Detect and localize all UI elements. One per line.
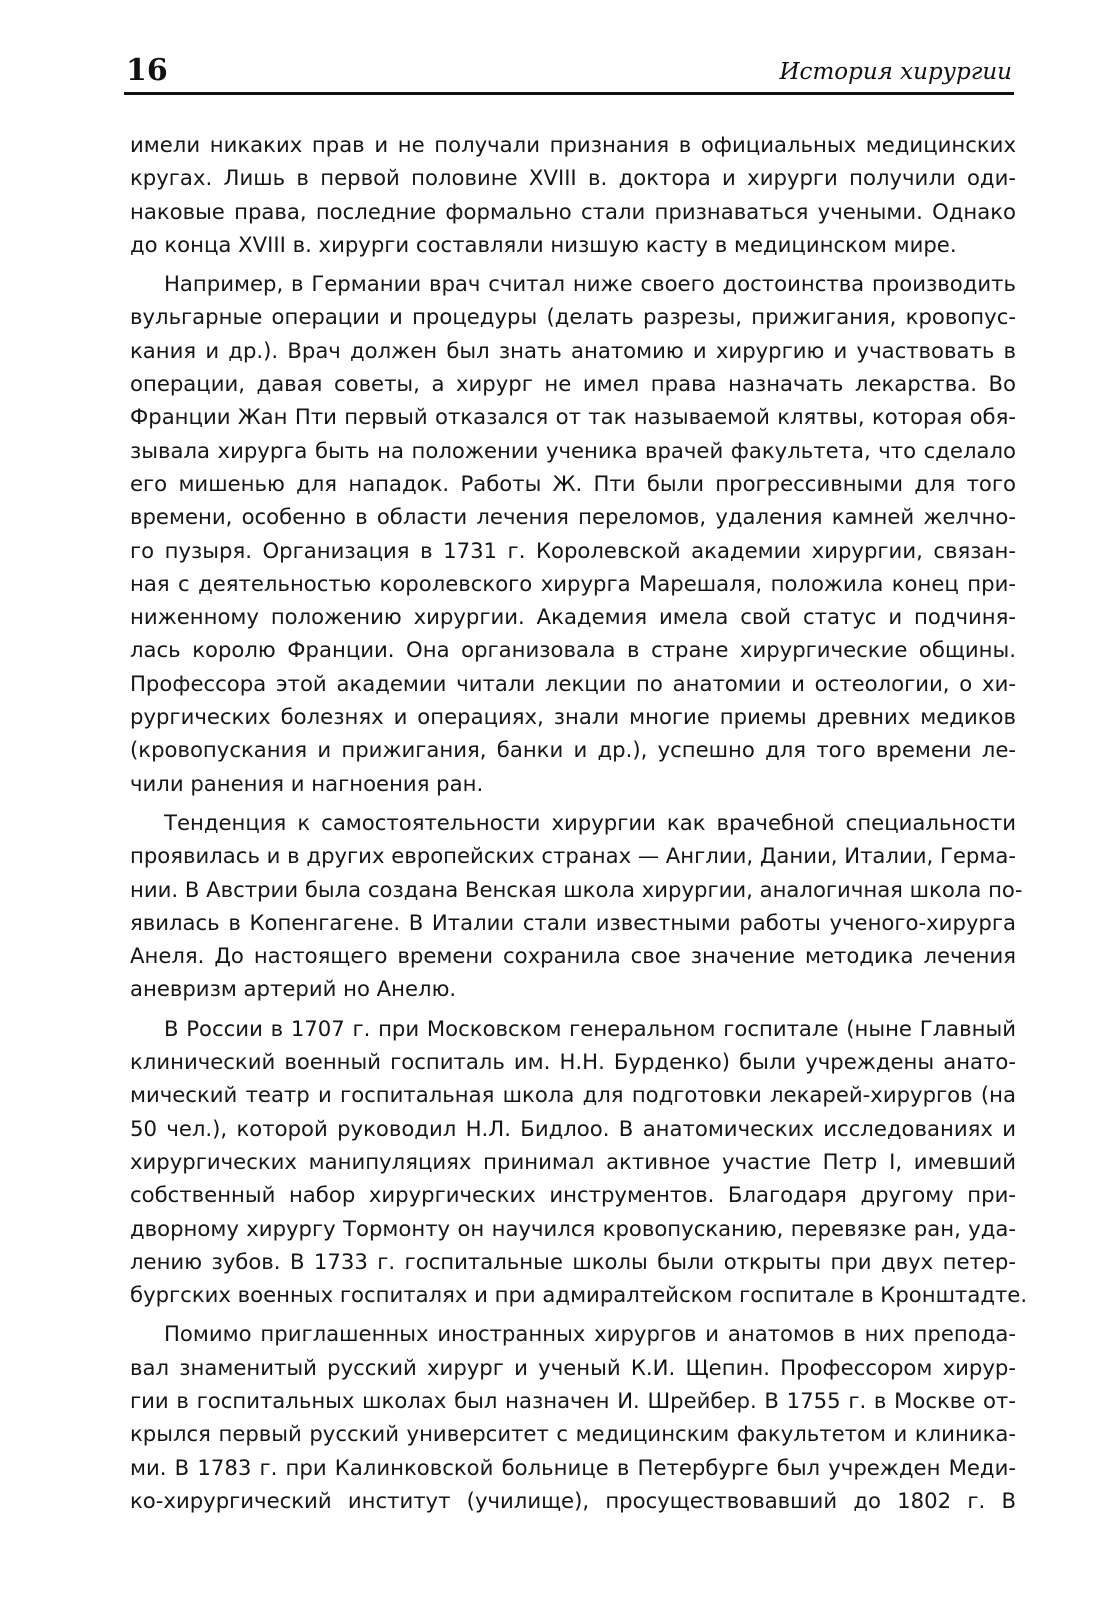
text-line: собственный набор хирургических инструментов. Благодаря другому при-	[130, 1182, 1016, 1208]
text-line: чили ранения и нагноения ран.	[130, 770, 484, 796]
text-line: до конца XVIII в. хирурги составляли низшую касту в медицинском мире.	[130, 231, 957, 257]
text-line: имели никаких прав и не получали признания в официальных медицинских	[130, 132, 1016, 157]
text-line: дворному хирургу Тормонту он научился кровопусканию, перевязке ран, уда-	[130, 1215, 1016, 1241]
text-line: наковые права, последние формально стали признаваться учеными. Однако	[130, 198, 1016, 224]
text-line: явилась в Копенгагене. В Италии стали известными работы ученого-хирурга	[130, 909, 1016, 935]
paragraph	[130, 128, 1016, 261]
text-line: операции, давая советы, а хирург не имел права назначать лекарства. Во	[130, 371, 1016, 397]
text-line: Анеля. До настоящего времени сохранила свое значение методика лечения	[130, 943, 1016, 969]
paragraph	[130, 267, 1016, 800]
text-line: его мишенью для нападок. Работы Ж. Пти были прогрессивными для того	[130, 470, 1016, 496]
paragraph	[130, 1317, 1016, 1517]
text-line: В России в 1707 г. при Московском генеральном госпитале (ныне Главный	[164, 1015, 1016, 1041]
text-line: Тенденция к самостоятельности хирургии как врачебной специальности	[164, 809, 1016, 835]
paragraph	[130, 1012, 1028, 1312]
text-line: Например, в Германии врач считал ниже своего достоинства производить	[164, 271, 1016, 297]
text-line: аневризм артерий но Анелю.	[130, 976, 457, 1002]
text-line: Помимо приглашенных иностранных хирургов и анатомов в них препода-	[164, 1321, 1016, 1347]
text-line: проявилась и в других европейских странах — Англии, Дании, Италии, Герма-	[130, 843, 1016, 869]
text-line: ная с деятельностью королевского хирурга Марешаля, положила конец при-	[130, 570, 1016, 596]
text-line: лась королю Франции. Она организовала в стране хирургические общины.	[130, 637, 1016, 663]
text-line: го пузыря. Организация в 1731 г. Королевской академии хирургии, связан-	[130, 537, 1016, 563]
text-line: ко-хирургический институт (училище), просуществовавший до 1802 г. В	[130, 1487, 1016, 1513]
text-line: нии. В Австрии была создана Венская школа хирургии, аналогичная школа по-	[130, 876, 1023, 902]
running-title: История хирургии	[779, 59, 1012, 85]
text-line: крылся первый русский университет с медицинским факультетом и клиника-	[130, 1421, 1016, 1447]
text-line: Профессора этой академии читали лекции по анатомии и остеологии, о хи-	[130, 670, 1016, 696]
text-line: хирургических манипуляциях принимал активное участие Петр I, имевший	[130, 1148, 1016, 1174]
text-line: ниженному положению хирургии. Академия имела свой статус и подчиня-	[130, 604, 1016, 630]
text-line: зывала хирурга быть на положении ученика врачей факультета, что сделало	[130, 437, 1016, 463]
page-header	[124, 40, 1014, 95]
text-line: мический театр и госпитальная школа для подготовки лекарей-хирургов (на	[130, 1082, 1016, 1108]
text-line: (кровопускания и прижигания, банки и др.), успешно для того времени ле-	[130, 737, 1016, 763]
text-line: бургских военных госпиталях и при адмиралтейском госпитале в Кронштадте.	[130, 1282, 1028, 1308]
page-number: 16	[126, 53, 168, 88]
text-line: лению зубов. В 1733 г. госпитальные школы были открыты при двух петер-	[130, 1248, 1016, 1274]
text-line: Франции Жан Пти первый отказался от так называемой клятвы, которая обя-	[130, 404, 1016, 430]
text-line: времени, особенно в области лечения переломов, удаления камней желчно-	[130, 504, 1016, 530]
text-line: кругах. Лишь в первой половине XVIII в. доктора и хирурги получили оди-	[130, 165, 1016, 191]
text-line: ми. В 1783 г. при Калинковской больнице в Петербурге был учрежден Меди-	[130, 1454, 1016, 1480]
text-line: гии в госпитальных школах был назначен И. Шрейбер. В 1755 г. в Москве от-	[130, 1387, 1016, 1413]
text-line: вульгарные операции и процедуры (делать разрезы, прижигания, кровопус-	[130, 304, 1016, 330]
text-line: 50 чел.), которой руководил Н.Л. Бидлоо. В анатомических исследованиях и	[130, 1115, 1016, 1141]
text-line: вал знаменитый русский хирург и ученый К.И. Щепин. Профессором хирур-	[130, 1354, 1016, 1380]
paragraph	[130, 806, 1023, 1006]
text-line: кания и др.). Врач должен был знать анатомию и хирургию и участвовать в	[130, 337, 1016, 363]
text-line: рургических болезнях и операциях, знали многие приемы древних медиков	[130, 704, 1016, 730]
text-line: клинический военный госпиталь им. Н.Н. Бурденко) были учреждены анато-	[130, 1049, 1016, 1075]
body-text	[130, 128, 1028, 1523]
